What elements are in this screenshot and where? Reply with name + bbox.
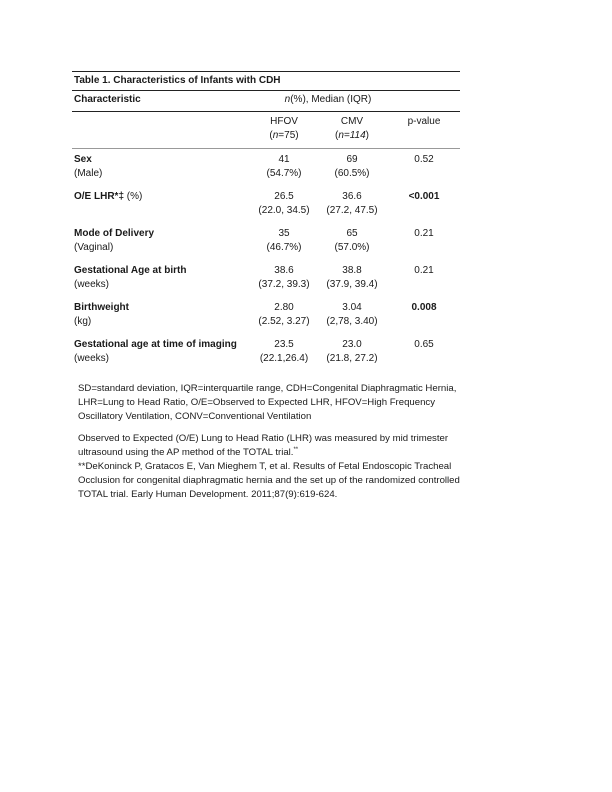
cmv-value: 23.0 [342, 339, 362, 350]
cmv-value: 65 [346, 228, 358, 239]
cmv-value: 36.6 [342, 191, 362, 202]
table-row [72, 260, 460, 297]
pvalue-value: 0.008 [411, 302, 437, 313]
cmv-name: CMV [340, 116, 364, 127]
cmv-n: (n=114) [334, 130, 370, 141]
pvalue-cell [388, 190, 460, 204]
table-row [72, 186, 460, 223]
measurement-note [78, 432, 468, 460]
hfov-cell [252, 338, 316, 366]
pvalue-value: 0.21 [414, 265, 434, 276]
row-label [74, 153, 102, 181]
row-label-text: Birthweight [74, 302, 129, 313]
pvalue-name: p-value [407, 116, 441, 127]
row-label [74, 301, 129, 329]
cmv-value: 69 [346, 154, 358, 165]
row-label-main [74, 264, 186, 278]
table-notes [78, 382, 468, 502]
row-label-text: O/E LHR*‡ [74, 191, 125, 202]
measurement-text: Observed to Expected (O/E) Lung to Head Ratio (LHR) was measured by mid trimester ultrasound using the AP method of the TOTAL trial. [78, 433, 449, 458]
row-label-main [74, 338, 237, 352]
table-row [72, 149, 460, 186]
column-subheader-row [72, 112, 460, 148]
row-label-sub: (Vaginal) [74, 242, 114, 253]
hfov-cell [252, 264, 316, 292]
characteristic-header: Characteristic [74, 94, 141, 105]
hfov-name: HFOV [270, 116, 298, 127]
group-header [258, 94, 398, 105]
row-label [74, 227, 154, 255]
characteristics-table [72, 71, 460, 371]
hfov-value: 2.80 [274, 302, 294, 313]
cmv-cell [320, 153, 384, 181]
row-label-main [74, 153, 102, 167]
row-label-main [74, 227, 154, 241]
table-row [72, 334, 460, 371]
row-label-main [74, 190, 142, 204]
hfov-value: 26.5 [274, 191, 294, 202]
hfov-n-rest: =75 [278, 130, 296, 141]
pvalue-value: 0.65 [414, 339, 434, 350]
hfov-value: 41 [278, 154, 290, 165]
cmv-range: (37.9, 39.4) [326, 279, 378, 290]
cmv-cell [320, 190, 384, 218]
cmv-n-italic: n=114 [338, 130, 366, 141]
measurement-sup: ** [293, 446, 299, 453]
group-header-rest: (%), Median (IQR) [290, 94, 372, 105]
cmv-cell [320, 264, 384, 292]
hfov-n: (n=75) [269, 130, 299, 141]
hfov-cell [252, 227, 316, 255]
hfov-range: (2.52, 3.27) [258, 316, 310, 327]
cmv-value: 3.04 [342, 302, 362, 313]
pvalue-value: 0.52 [414, 154, 434, 165]
pvalue-cell [388, 301, 460, 315]
abbreviations-note: SD=standard deviation, IQR=interquartile range, CDH=Congenital Diaphragmatic Hernia, LHR=Lung to Head Ratio, O/E=Observed to Expected LHR, HFOV=High Frequency Oscillatory Ventilation, CONV=Conventional Ventilation [78, 383, 457, 422]
row-label-text: Gestational Age at birth [74, 265, 187, 276]
cmv-cell [320, 301, 384, 329]
hfov-n-italic: n [272, 130, 279, 141]
hfov-value: 35 [278, 228, 290, 239]
row-label-text: Mode of Delivery [74, 228, 155, 239]
cmv-range: (57.0%) [334, 242, 370, 253]
pvalue-cell [388, 264, 460, 278]
hfov-column-header [252, 115, 316, 143]
row-label-main [74, 301, 129, 315]
table-title: Table 1. Characteristics of Infants with CDH [74, 75, 281, 86]
row-label [74, 264, 186, 292]
reference-note: **DeKoninck P, Gratacos E, Van Mieghem T, et al. Results of Fetal Endoscopic Tracheal Occlusion for congenital diaphragmatic hernia and the set up of the randomized controlled TOTAL trial. Early Human Development. 2011;87(9):619-624. [78, 461, 460, 500]
pvalue-cell [388, 227, 460, 241]
row-label-text: Sex [74, 154, 92, 165]
group-header-italic: n [284, 94, 291, 105]
cmv-cell [320, 227, 384, 255]
row-label-sub: (Male) [74, 168, 103, 179]
cmv-value: 38.8 [342, 265, 362, 276]
row-label-text: Gestational age at time of imaging [74, 339, 237, 350]
hfov-range: (46.7%) [266, 242, 302, 253]
table-body [72, 149, 460, 371]
hfov-range: (22.0, 34.5) [258, 205, 310, 216]
hfov-cell [252, 153, 316, 181]
pvalue-cell [388, 153, 460, 167]
hfov-value: 23.5 [274, 339, 294, 350]
cmv-range: (2,78, 3.40) [326, 316, 378, 327]
hfov-range: (54.7%) [266, 168, 302, 179]
cmv-column-header [320, 115, 384, 143]
table-row [72, 223, 460, 260]
row-label-sub: (weeks) [74, 353, 110, 364]
cmv-range: (27.2, 47.5) [326, 205, 378, 216]
table-header-row [72, 91, 460, 111]
hfov-range: (22.1,26.4) [259, 353, 309, 364]
cmv-range: (60.5%) [334, 168, 370, 179]
cmv-cell [320, 338, 384, 366]
pvalue-value: <0.001 [408, 191, 440, 202]
pvalue-value: 0.21 [414, 228, 434, 239]
row-label [74, 190, 142, 204]
pvalue-cell [388, 338, 460, 352]
table-row [72, 297, 460, 334]
hfov-cell [252, 301, 316, 329]
row-label-suffix: (%) [124, 191, 143, 202]
row-label-sub: (weeks) [74, 279, 110, 290]
row-label-sub: (kg) [74, 316, 92, 327]
hfov-range: (37.2, 39.3) [258, 279, 310, 290]
hfov-cell [252, 190, 316, 218]
pvalue-column-header [388, 115, 460, 129]
cmv-range: (21.8, 27.2) [326, 353, 378, 364]
row-label [74, 338, 237, 366]
hfov-value: 38.6 [274, 265, 294, 276]
